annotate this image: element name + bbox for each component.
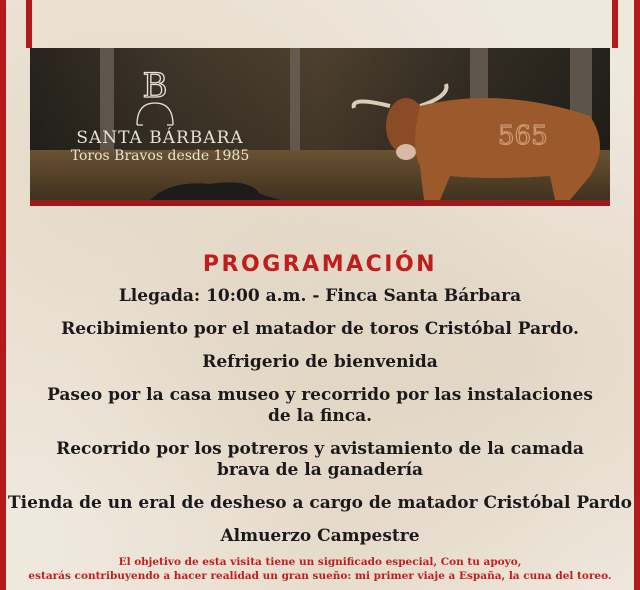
dark-bull-silhouette <box>150 176 280 200</box>
program-item <box>0 439 640 481</box>
program-item <box>0 319 640 340</box>
bull-illustration <box>320 66 610 200</box>
program-item <box>0 352 640 373</box>
program-item <box>0 493 640 514</box>
santa-barbara-logo-icon <box>125 63 185 133</box>
program-item <box>0 526 640 547</box>
bull-photo-banner <box>30 48 610 200</box>
footer-note <box>0 555 640 583</box>
program-item-text: Tienda de un eral de desheso a cargo de matador Cristóbal Pardo <box>8 493 632 513</box>
program-item-text: Recibimiento por el matador de toros Cristóbal Pardo. <box>61 319 579 339</box>
program-item-text: Paseo por la casa museo y recorrido por las instalaciones <box>47 385 593 405</box>
program-item-text: Recorrido por los potreros y avistamiento de la camada <box>56 439 584 459</box>
program-item-text: brava de la ganadería <box>216 460 424 480</box>
brand-tagline: Toros Bravos desde 1985 <box>70 148 250 164</box>
bull-brand-number: 565 <box>498 121 548 151</box>
frame-right-bar <box>612 0 618 48</box>
program-item-text: Llegada: 10:00 a.m. - Finca Santa Bárbara <box>118 286 522 306</box>
program-item-text: Refrigerio de bienvenida <box>202 352 438 372</box>
banner-bottom-bar <box>30 200 610 206</box>
program-item <box>0 385 640 427</box>
program-list <box>0 286 640 559</box>
footer-line: El objetivo de esta visita tiene un significado especial, Con tu apoyo, <box>118 556 522 568</box>
logo-monogram: B <box>142 66 168 106</box>
program-item <box>0 286 640 307</box>
brand-name: SANTA BÁRBARA <box>76 128 244 148</box>
program-item-text: Almuerzo Campestre <box>220 526 420 546</box>
program-heading: PROGRAMACIÓN <box>202 252 438 277</box>
footer-line: estarás contribuyendo a hacer realidad un gran sueño: mi primer viaje a España, la cuna del toreo. <box>28 570 612 582</box>
program-item-text: de la finca. <box>267 406 373 426</box>
frame-left-bar <box>26 0 32 48</box>
